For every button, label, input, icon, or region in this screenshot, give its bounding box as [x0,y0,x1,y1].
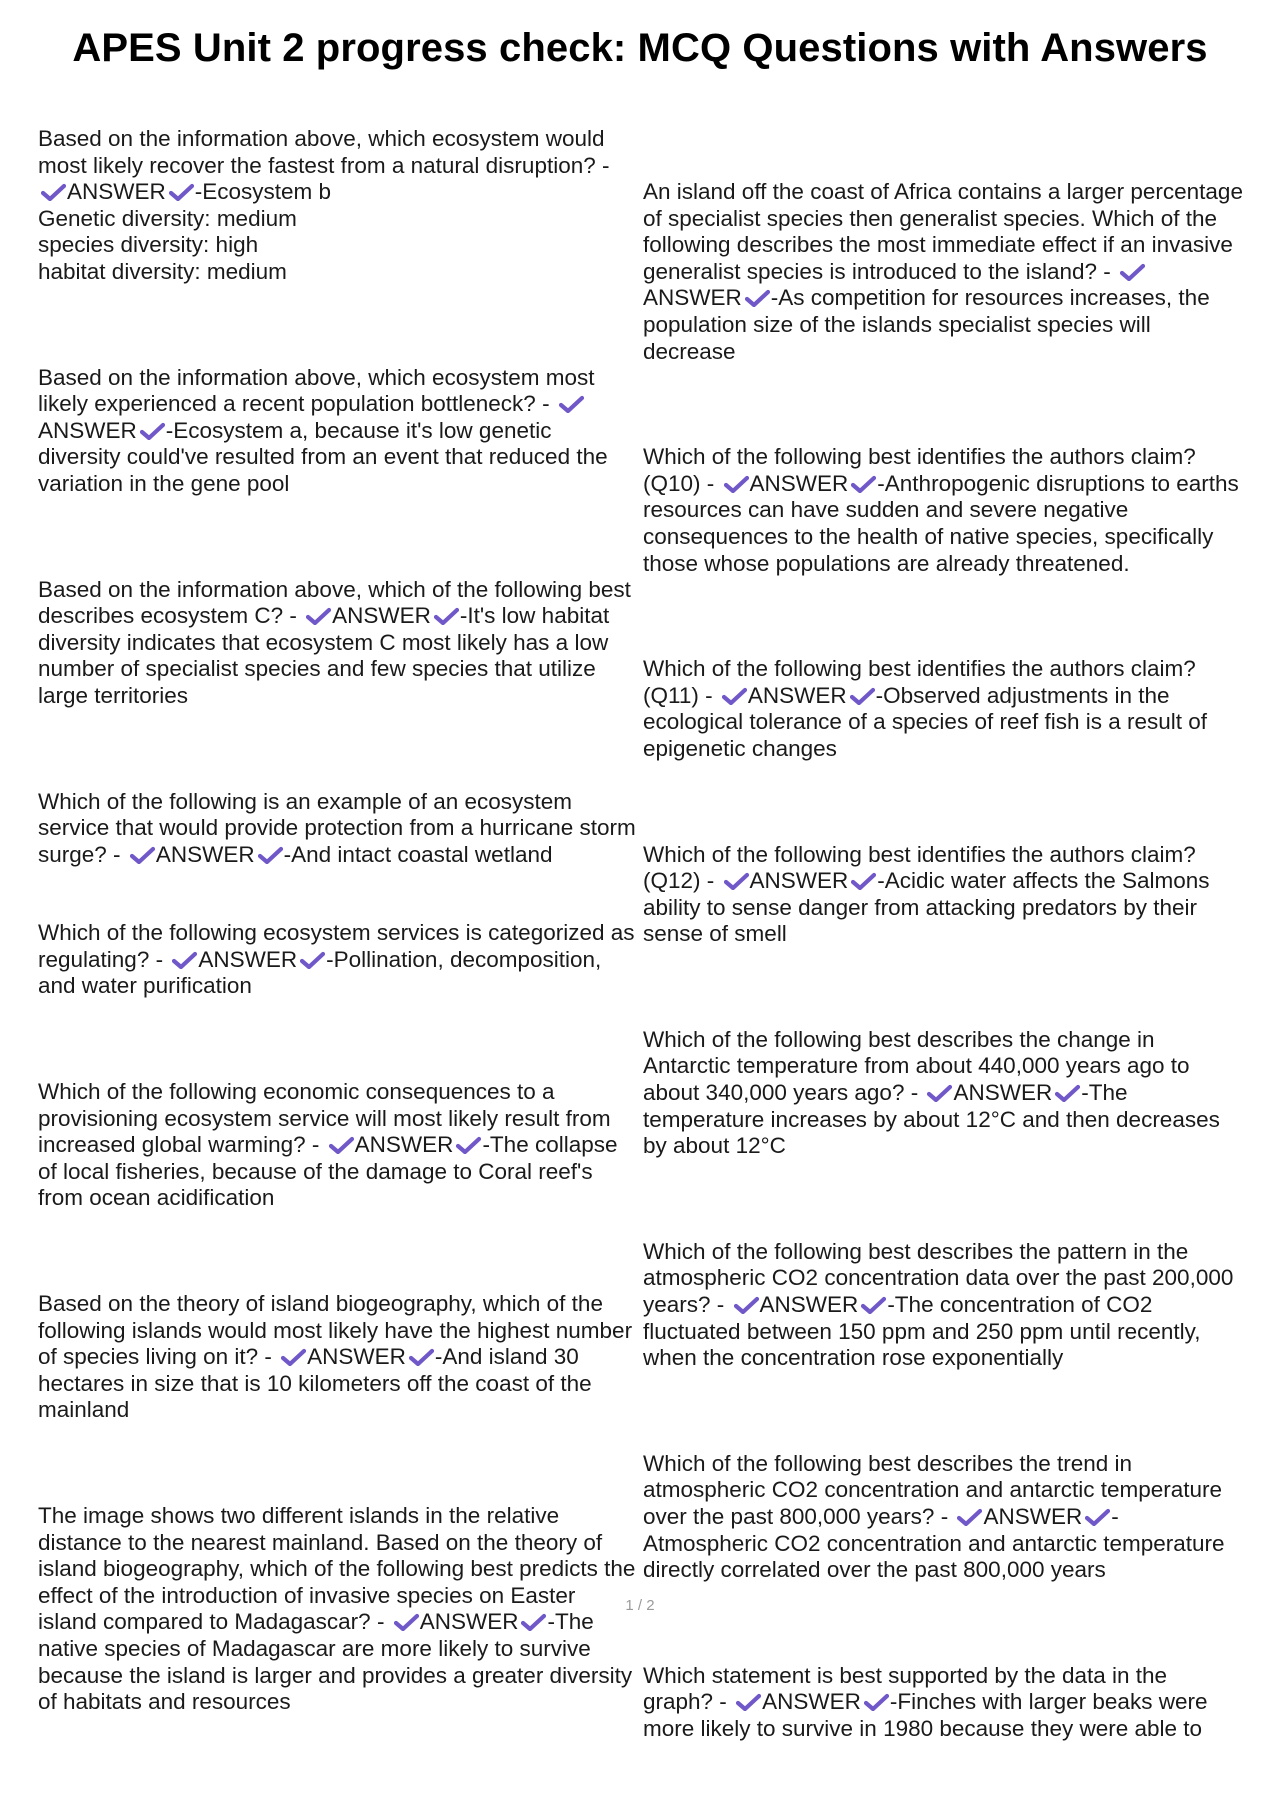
answer-text: -And intact coastal wetland [283,841,553,867]
checkmark-icon [957,1508,982,1526]
question-text: Which of the following best describes the trend in atmospheric CO2 concentration and antarctic temperature over the past 800,000 years? - [643,1450,1223,1529]
answer-text: -And island 30 hectares in size that is 10 kilometers off the coast of the mainland [38,1344,592,1423]
qa-item [643,1239,1243,1372]
checkmark-icon [1085,1508,1110,1526]
answer-label: ANSWER [762,1689,861,1715]
qa-item [38,920,638,1000]
checkmark-icon [172,951,197,969]
qa-item [38,365,638,498]
checkmark-icon [409,1348,434,1366]
qa-item [38,577,638,710]
checkmark-icon [736,1693,761,1711]
checkmark-icon [521,1613,546,1631]
answer-label: ANSWER [419,1609,519,1635]
question-text: The image shows two different islands in the relative distance to the nearest mainland. Based on the theory of island biogeography, which of the following best predicts the effect of the introduction of invasive species on Easter island compared to Madagascar? - [38,1503,636,1635]
checkmark-icon [394,1613,419,1631]
question-text: An island off the coast of Africa contains a larger percentage of specialist species then generalist species. Which of the following describes the most immediate effect if an invasive generalist species is introduced to the island? - [643,179,1243,284]
question-text: Based on the theory of island biogeography, which of the following islands would most likely have the highest number of species living on it? - [38,1291,633,1370]
checkmark-icon [724,872,749,890]
question-text: Based on the information above, which ecosystem most likely experienced a recent population bottleneck? - [38,364,595,417]
checkmark-icon [927,1084,952,1102]
answer-text: -It's low habitat diversity indicates that ecosystem C most likely has a low number of specialist species and few species that utilize large territories [38,603,610,708]
answer-label: ANSWER [155,841,255,867]
answer-text: -Acidic water affects the Salmons ability to sense danger from attacking predators by their sense of smell [643,868,1210,947]
answer-text: -Observed adjustments in the ecological tolerance of a species of reef fish is a result of epigenetic changes [643,682,1208,761]
info-line: Genetic diversity: medium [38,205,297,231]
qa-item [643,1451,1243,1584]
answer-text: -Pollination, decomposition, and water purification [38,946,602,999]
answer-label: ANSWER [643,285,742,311]
checkmark-icon [306,607,331,625]
answer-text: -The temperature increases by about 12°C and then decreases by about 12°C [643,1080,1220,1159]
checkmark-icon [329,1136,354,1154]
question-text: Which of the following is an example of an ecosystem service that would provide protection from a hurricane storm surge? - [38,788,636,867]
right-column [643,179,1243,1743]
checkmark-icon [169,183,194,201]
question-text: Which of the following ecosystem services is categorized as regulating? - [38,920,635,972]
answer-text: -Ecosystem b [194,179,332,205]
checkmark-icon [456,1136,481,1154]
qa-item [38,1291,638,1424]
qa-item [38,126,638,286]
page-indicator: 1 / 2 [625,1597,655,1614]
checkmark-icon [300,951,325,969]
answer-label: ANSWER [749,868,849,894]
checkmark-icon [130,846,155,864]
checkmark-icon [851,872,876,890]
page-title: APES Unit 2 progress check: MCQ Questions with Answers [72,26,1208,70]
question-text: Which of the following best identifies the authors claim? (Q10) - [643,444,1196,496]
question-text: Which of the following economic consequences to a provisioning ecosystem service will most likely result from increased global warming? - [38,1079,611,1158]
checkmark-icon [281,1348,306,1366]
question-text: Which of the following best identifies the authors claim? (Q12) - [643,841,1196,894]
question-text: Which of the following best describes the change in Antarctic temperature from about 440,000 years ago to about 340,000 years ago? - [643,1026,1190,1106]
answer-text: -Anthropogenic disruptions to earths resources can have sudden and severe negative consequences to the health of native species, specifically those whose populations are already threatened. [643,470,1239,576]
answer-label: ANSWER [67,179,166,205]
checkmark-icon [434,607,459,625]
checkmark-icon [559,395,584,413]
checkmark-icon [745,289,770,307]
question-text: Which statement is best supported by the data in the graph? - [643,1662,1168,1715]
answer-label: ANSWER [749,470,849,496]
answer-label: ANSWER [332,603,431,629]
checkmark-icon [734,1296,759,1314]
checkmark-icon [1120,263,1145,281]
qa-item [643,656,1243,762]
answer-text: -The collapse of local fisheries, because of the damage to Coral reef's from ocean acidification [38,1132,618,1211]
question-text: Based on the information above, which ecosystem would most likely recover the fastest from a natural disruption? - [38,126,610,178]
answer-label: ANSWER [307,1344,406,1370]
checkmark-icon [722,687,747,705]
answer-text: -Ecosystem a, because it's low genetic diversity could've resulted from an event that reduced the variation in the gene pool [38,417,608,496]
answer-label: ANSWER [38,417,137,443]
qa-item [38,789,638,869]
question-text: Which of the following best identifies the authors claim? (Q11) - [643,656,1196,708]
answer-text: -As competition for resources increases, the population size of the islands specialist species will decrease [643,285,1210,364]
checkmark-icon [258,846,283,864]
answer-label: ANSWER [759,1292,859,1318]
checkmark-icon [850,687,875,705]
qa-item [643,444,1243,577]
qa-item [643,1663,1243,1743]
answer-text: -The concentration of CO2 fluctuated between 150 ppm and 250 ppm until recently, when the concentration rose exponentially [643,1292,1201,1371]
qa-item [643,842,1243,948]
checkmark-icon [864,1693,889,1711]
qa-item [38,1079,638,1212]
question-text: Which of the following best describes the pattern in the atmospheric CO2 concentration data over the past 200,000 years? - [643,1238,1234,1318]
info-line: species diversity: high [38,232,259,258]
answer-text: -Finches with larger beaks were more likely to survive in 1980 because they were able to [643,1689,1208,1741]
left-column [38,126,638,1795]
info-line: habitat diversity: medium [38,258,287,284]
checkmark-icon [861,1296,886,1314]
checkmark-icon [1055,1084,1080,1102]
answer-label: ANSWER [354,1132,454,1158]
answer-label: ANSWER [953,1080,1053,1106]
qa-item [643,179,1243,365]
answer-label: ANSWER [747,682,847,708]
checkmark-icon [41,183,66,201]
checkmark-icon [140,422,165,440]
question-text: Based on the information above, which of the following best describes ecosystem C? - [38,576,631,629]
answer-text: -The native species of Madagascar are more likely to survive because the island is larger and provides a greater diversity of habitats and resources [38,1609,633,1715]
qa-item [643,1027,1243,1160]
checkmark-icon [724,475,749,493]
answer-label: ANSWER [983,1504,1083,1529]
answer-text: -Atmospheric CO2 concentration and antarctic temperature directly correlated over the past 800,000 years [643,1504,1225,1583]
answer-label: ANSWER [198,946,298,972]
checkmark-icon [851,475,876,493]
